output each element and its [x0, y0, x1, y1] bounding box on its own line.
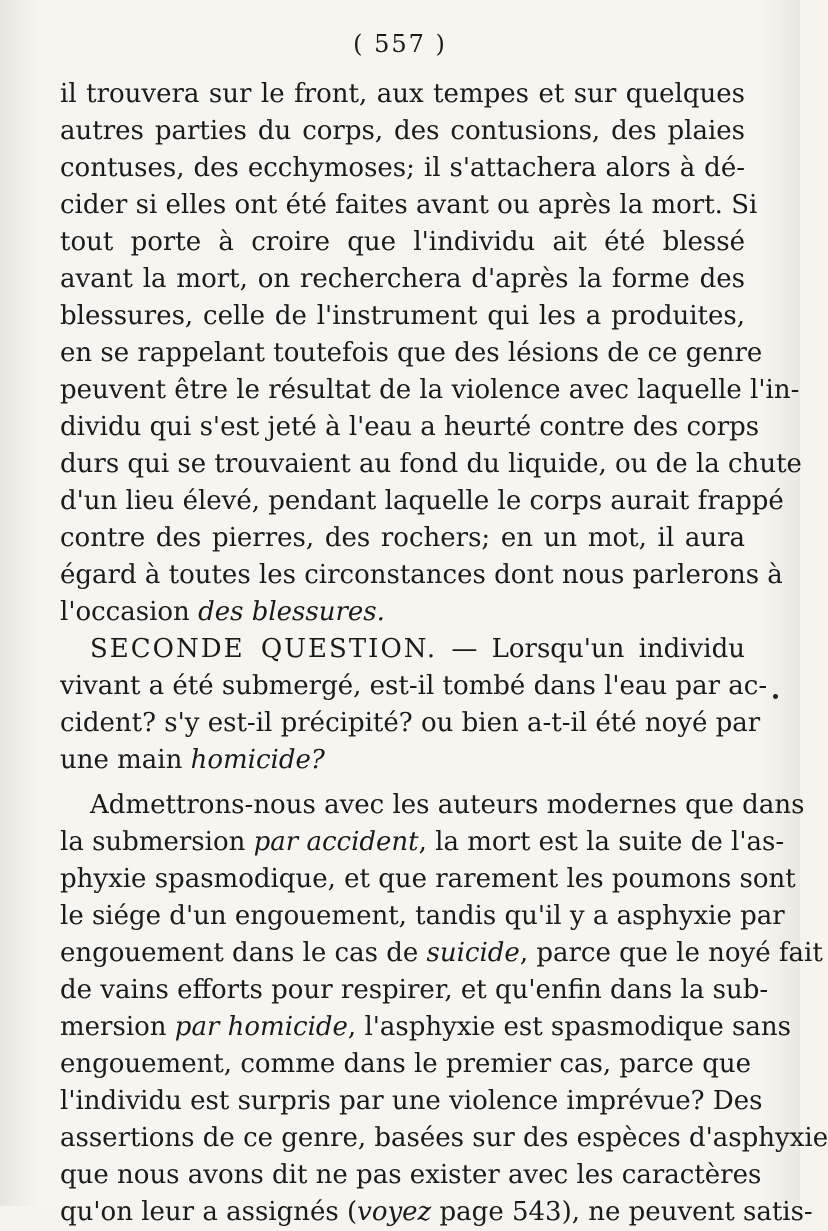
text-run: , parce que le noyé fait: [519, 938, 823, 968]
paragraph-1-line: il trouvera sur le front, aux tempes et sur quelques: [60, 79, 745, 109]
text-run: la submersion: [60, 827, 254, 857]
text-run: , l'asphyxie est spasmodique sans: [347, 1012, 791, 1042]
paragraph-3-line: assertions de ce genre, basées sur des espèces d'asphyxie: [60, 1123, 828, 1153]
paragraph-3-line: phyxie spasmodique, et que rarement les poumons sont: [60, 864, 796, 894]
italic-run: voyez: [357, 1197, 432, 1227]
paragraph-1-line: d'un lieu élevé, pendant laquelle le corps aurait frappé: [60, 486, 784, 516]
page-number: ( 557 ): [353, 30, 447, 58]
text-run: , la mort est la suite de l'as-: [418, 827, 785, 857]
paragraph-3-line: [60, 1009, 791, 1046]
paragraph-3-line: [60, 824, 785, 861]
paragraph-1-line: dividu qui s'est jeté à l'eau a heurté contre des corps: [60, 412, 760, 442]
body-text: [60, 76, 828, 1231]
question-line: cident? s'y est-il précipité? ou bien a-t-il été noyé par: [60, 708, 761, 738]
italic-run: par accident: [253, 827, 419, 857]
paragraph-1-line: égard à toutes les circonstances dont nous parlerons à: [60, 560, 783, 590]
paragraph-3-line: le siége d'un engouement, tandis qu'il y a asphyxie par: [60, 901, 785, 931]
paragraph-3-line: engouement, comme dans le premier cas, parce que: [60, 1049, 751, 1079]
paragraph-1-line: tout porte à croire que l'individu ait été blessé: [60, 227, 745, 257]
text-run: engouement dans le cas de: [60, 938, 427, 968]
paragraph-1-line: contre des pierres, des rochers; en un mot, il aura: [60, 523, 745, 553]
text-run: qu'on leur a assignés (: [60, 1197, 358, 1227]
ink-speck: [773, 694, 778, 699]
paragraph-3-line: Admettrons-nous avec les auteurs modernes que dans: [90, 790, 805, 820]
paragraph-1-line: autres parties du corps, des contusions, des plaies: [60, 116, 745, 146]
text-run: — Lorsqu'un individu: [451, 634, 745, 664]
paragraph-1-line: cider si elles ont été faites avant ou après la mort. Si: [60, 190, 758, 220]
paragraph-3-line: [60, 1194, 813, 1231]
paragraph-1: [60, 76, 802, 594]
paragraph-3-line: [60, 935, 823, 972]
paragraph-1-line: contuses, des ecchymoses; il s'attachera alors à dé-: [60, 153, 745, 183]
italic-run: des blessures.: [198, 597, 385, 627]
paragraph-1-line: avant la mort, on recherchera d'après la forme des: [60, 264, 745, 294]
paragraph-1-last-line: [60, 594, 745, 631]
question-heading: SECONDE QUESTION.: [90, 634, 438, 664]
paragraph-1-line: durs qui se trouvaient au fond du liquide, ou de la chute: [60, 449, 802, 479]
paragraph-3-line: l'individu est surpris par une violence imprévue? Des: [60, 1086, 763, 1116]
paragraph-3-line: que nous avons dit ne pas exister avec les caractères: [60, 1160, 762, 1190]
question-last-line: [60, 742, 745, 779]
text-run: l'occasion: [60, 597, 199, 627]
italic-run: suicide: [426, 938, 520, 968]
text-run: page 543), ne peuvent satis-: [431, 1197, 813, 1227]
question-line: vivant a été submergé, est-il tombé dans l'eau par ac-: [60, 671, 768, 701]
paragraph-1-line: blessures, celle de l'instrument qui les a produites,: [60, 301, 745, 331]
italic-run: par homicide: [174, 1012, 348, 1042]
paragraph-1-line: en se rappelant toutefois que des lésions de ce genre: [60, 338, 763, 368]
paragraph-1-line: peuvent être le résultat de la violence avec laquelle l'in-: [60, 375, 800, 405]
text-run: mersion: [60, 1012, 175, 1042]
question-heading-line: [60, 631, 745, 668]
question-lines: [60, 668, 768, 742]
text-run: une main: [60, 745, 191, 775]
paragraph-3-line: de vains efforts pour respirer, et qu'enfin dans la sub-: [60, 975, 769, 1005]
italic-run: homicide?: [190, 745, 325, 775]
